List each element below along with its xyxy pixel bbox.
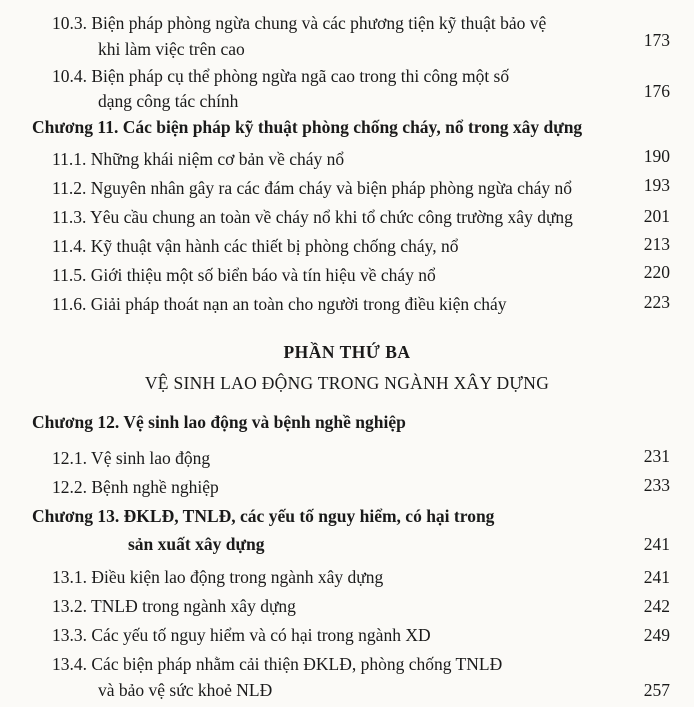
toc-chapter-13: Chương 13. ĐKLĐ, TNLĐ, các yếu tố nguy hiểm, có hại trong xyxy=(32,506,495,526)
part-subtitle: VỆ SINH LAO ĐỘNG TRONG NGÀNH XÂY DỰNG xyxy=(144,373,550,393)
toc-page-10-3: 173 xyxy=(643,30,670,50)
toc-page-11-4: 213 xyxy=(643,234,670,254)
toc-entry-10-3: 10.3. Biện pháp phòng ngừa chung và các phương tiện kỹ thuật bảo vệ xyxy=(52,13,547,33)
toc-page-11-6: 223 xyxy=(643,292,670,312)
toc-entry-11-6: 11.6. Giải pháp thoát nạn an toàn cho người trong điều kiện cháy xyxy=(52,294,507,314)
toc-entry-11-1: 11.1. Những khái niệm cơ bản về cháy nổ xyxy=(52,149,345,169)
toc-page-10-4: 176 xyxy=(643,81,670,101)
toc-entry-11-3: 11.3. Yêu cầu chung an toàn về cháy nổ khi tổ chức công trường xây dựng xyxy=(52,207,573,227)
toc-entry-13-4-cont: và bảo vệ sức khoẻ NLĐ xyxy=(98,680,273,700)
toc-entry-10-4: 10.4. Biện pháp cụ thể phòng ngừa ngã cao trong thi công một số xyxy=(52,66,510,86)
toc-chapter-12: Chương 12. Vệ sinh lao động và bệnh nghề nghiệp xyxy=(32,412,406,432)
toc-entry-13-1: 13.1. Điều kiện lao động trong ngành xây dựng xyxy=(52,567,384,587)
toc-page-12-1: 231 xyxy=(643,446,670,466)
toc-entry-10-3-cont: khi làm việc trên cao xyxy=(98,39,245,59)
toc-entry-13-4: 13.4. Các biện pháp nhằm cải thiện ĐKLĐ, phòng chống TNLĐ xyxy=(52,654,503,674)
toc-page-11-3: 201 xyxy=(643,206,670,226)
toc-chapter-11: Chương 11. Các biện pháp kỹ thuật phòng chống cháy, nổ trong xây dựng xyxy=(32,117,583,137)
part-title: PHẦN THỨ BA xyxy=(283,342,411,362)
toc-page-11-1: 190 xyxy=(643,146,670,166)
toc-page-13-2: 242 xyxy=(643,596,670,616)
toc-page-11-5: 220 xyxy=(643,262,670,282)
toc-page-11-2: 193 xyxy=(643,175,670,195)
toc-chapter-13-cont: sản xuất xây dựng xyxy=(128,534,265,554)
toc-entry-11-5: 11.5. Giới thiệu một số biển báo và tín hiệu về cháy nổ xyxy=(52,265,436,285)
toc-entry-10-4-cont: dạng công tác chính xyxy=(98,91,239,111)
toc-page-13-4: 257 xyxy=(643,680,670,700)
toc-entry-13-2: 13.2. TNLĐ trong ngành xây dựng xyxy=(52,596,296,616)
toc-page-13-1: 241 xyxy=(643,567,670,587)
toc-page-chapter-13: 241 xyxy=(643,534,670,554)
toc-entry-11-2: 11.2. Nguyên nhân gây ra các đám cháy và biện pháp phòng ngừa cháy nổ xyxy=(52,178,573,198)
toc-entry-12-2: 12.2. Bệnh nghề nghiệp xyxy=(52,477,219,497)
toc-entry-12-1: 12.1. Vệ sinh lao động xyxy=(52,448,211,468)
toc-entry-11-4: 11.4. Kỹ thuật vận hành các thiết bị phòng chống cháy, nổ xyxy=(52,236,459,256)
toc-page-12-2: 233 xyxy=(643,475,670,495)
toc-entry-13-3: 13.3. Các yếu tố nguy hiểm và có hại trong ngành XD xyxy=(52,625,431,645)
toc-page-13-3: 249 xyxy=(643,625,670,645)
